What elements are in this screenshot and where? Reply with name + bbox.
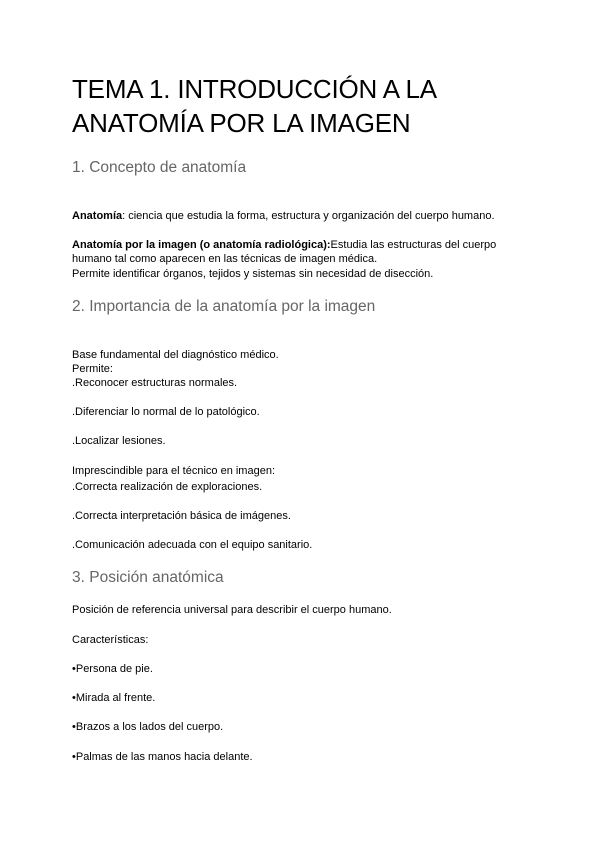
list-item: .Reconocer estructuras normales. — [72, 377, 238, 389]
document-title-line-1: TEMA 1. INTRODUCCIÓN A LA — [72, 74, 437, 104]
importance-intro-1: Base fundamental del diagnóstico médico. — [72, 349, 279, 361]
list-item: .Diferenciar lo normal de lo patológico. — [72, 406, 260, 418]
anatomical-position-intro: Posición de referencia universal para describir el cuerpo humano. — [72, 604, 392, 616]
definition-imaging-anatomy-text-3: Permite identificar órganos, tejidos y sistemas sin necesidad de disección. — [72, 268, 434, 280]
list-item: .Correcta interpretación básica de imágenes. — [72, 510, 291, 522]
list-item: .Localizar lesiones. — [72, 435, 166, 447]
list-item: •Brazos a los lados del cuerpo. — [72, 721, 224, 733]
section-1-heading: 1. Concepto de anatomía — [72, 159, 247, 176]
section-2-heading: 2. Importancia de la anatomía por la imagen — [72, 298, 376, 315]
definition-imaging-anatomy-text-1: Estudia las estructuras del cuerpo — [330, 239, 497, 251]
definition-imaging-anatomy — [72, 238, 496, 253]
definition-imaging-anatomy-term: Anatomía por la imagen (o anatomía radiológica): — [72, 239, 331, 251]
document-title-line-2: ANATOMÍA POR LA IMAGEN — [72, 108, 411, 138]
list-item: •Palmas de las manos hacia delante. — [72, 751, 253, 763]
characteristics-label: Características: — [72, 634, 149, 646]
list-item: .Comunicación adecuada con el equipo sanitario. — [72, 539, 313, 551]
list-item: .Correcta realización de exploraciones. — [72, 481, 263, 493]
list-item: •Persona de pie. — [72, 663, 153, 675]
definition-anatomy-text: : ciencia que estudia la forma, estructura y organización del cuerpo humano. — [122, 210, 495, 222]
definition-imaging-anatomy-text-2: humano tal como aparecen en las técnicas de imagen médica. — [72, 253, 378, 265]
importance-intro-2: Permite: — [72, 363, 113, 375]
section-3-heading: 3. Posición anatómica — [72, 569, 224, 586]
definition-anatomy-term: Anatomía — [72, 210, 123, 222]
technician-intro: Imprescindible para el técnico en imagen: — [72, 465, 276, 477]
document-title — [72, 72, 542, 140]
list-item: •Mirada al frente. — [72, 692, 156, 704]
definition-anatomy — [72, 209, 495, 224]
